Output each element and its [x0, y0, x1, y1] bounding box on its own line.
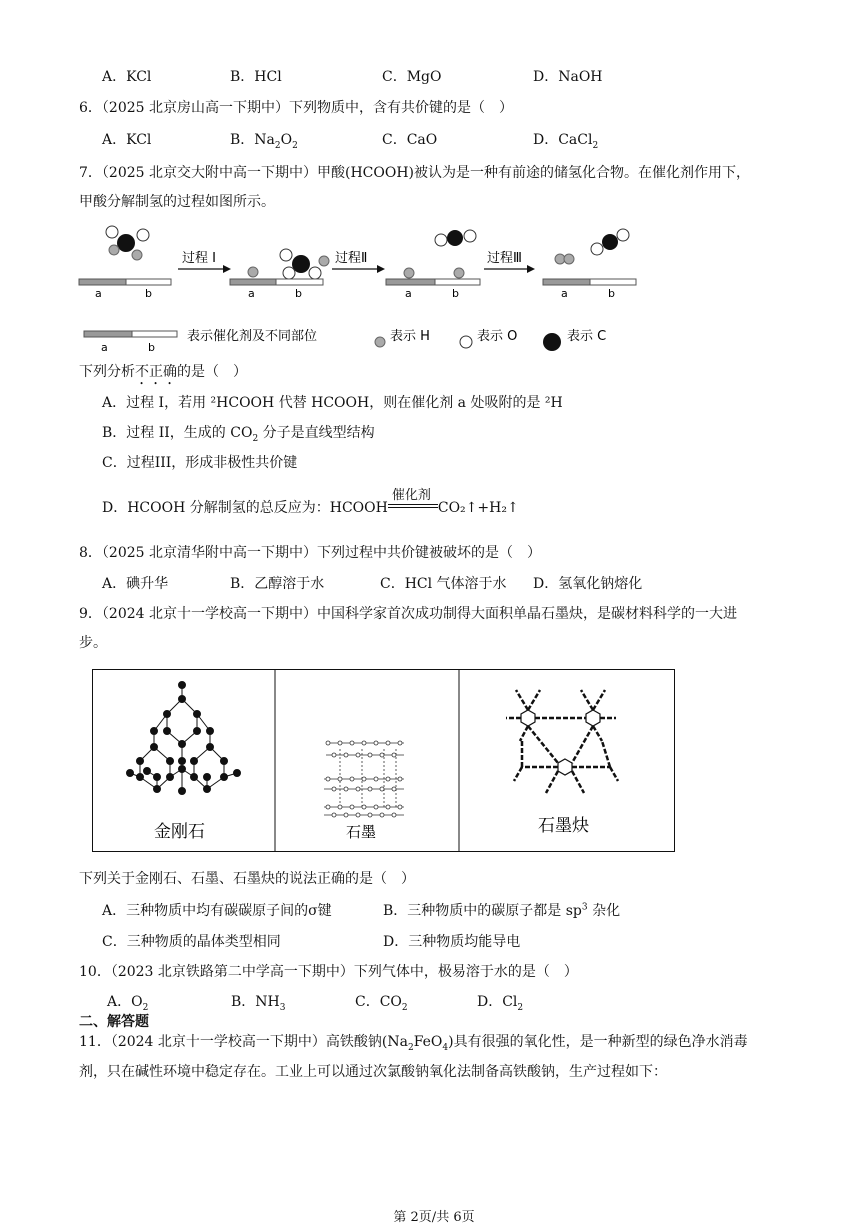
stage-4-molecules: [555, 229, 629, 264]
catalyst-3-label-b: b: [452, 287, 459, 300]
q9-option-a: A．三种物质中均有碳碳原子间的σ键: [102, 903, 332, 919]
q7-stem-line2: 甲酸分解制氢的过程如图所示。: [79, 194, 275, 210]
q5-option-c: C．MgO: [382, 69, 442, 85]
q10-option-c: C．$CO_2$: [355, 994, 408, 1013]
q9-carbon-structures-figure: [92, 669, 676, 853]
q7-option-b: B．过程 II，生成的 $CO_2$ 分子是直线型结构: [102, 425, 375, 444]
q7-stem-line1: 7．（2025 北京交大附中高一下期中）甲酸(HCOOH)被认为是一种有前途的储氢化合物。在催化剂作用下，: [79, 165, 750, 181]
arrow-2-icon: [377, 265, 385, 273]
legend-o-icon: [460, 336, 472, 348]
q7-option-c: C．过程III，形成非极性共价键: [102, 455, 298, 471]
q7-process-diagram: [75, 215, 675, 355]
q6-stem: 6．（2025 北京房山高一下期中）下列物质中，含有共价键的是（ ）: [79, 100, 513, 116]
legend-label-a: a: [101, 341, 108, 354]
q9-stem-line1: 9．（2024 北京十一学校高一下期中）中国科学家首次成功制得大面积单晶石墨炔，是碳材料科学的一大进: [79, 606, 737, 622]
diamond-label: 金刚石: [154, 822, 205, 842]
q9-option-c: C．三种物质的晶体类型相同: [102, 934, 281, 950]
q8-stem: 8．（2025 北京清华附中高一下期中）下列过程中共价键被破坏的是（ ）: [79, 545, 541, 561]
q8-option-c: C．HCl 气体溶于水: [380, 576, 507, 592]
q8-option-d: D．氢氧化钠熔化: [533, 576, 643, 592]
catalyst-2: [230, 279, 323, 285]
q8-option-b: B．乙醇溶于水: [230, 576, 325, 592]
q10-option-d: D．$Cl_2$: [477, 994, 524, 1013]
legend-catalyst: [84, 331, 177, 337]
catalyst-2-label-a: a: [248, 287, 255, 300]
arrow-1-icon: [223, 265, 231, 273]
section-heading: 二、解答题: [79, 1014, 149, 1030]
stage-2-molecule: [248, 249, 329, 279]
legend-h-text: 表示 H: [390, 329, 430, 344]
catalyst-1: [79, 279, 171, 285]
q10-option-b: B．$NH_3$: [231, 994, 286, 1013]
catalyst-2-label-b: b: [295, 287, 302, 300]
arrow-3-icon: [527, 265, 535, 273]
q10-stem: 10．（2023 北京铁路第二中学高一下期中）下列气体中，极易溶于水的是（ ）: [79, 964, 578, 980]
q9-question: 下列关于金刚石、石墨、石墨炔的说法正确的是（ ）: [79, 871, 415, 887]
stage-3-molecule: [404, 230, 476, 278]
q6-option-a: A．KCl: [102, 132, 152, 148]
q5-option-a: A．KCl: [102, 69, 152, 85]
q9-option-b: B．三种物质中的碳原子都是 $sp^3$ 杂化: [383, 902, 621, 919]
page-footer: 第 2页/共 6页: [393, 1210, 475, 1225]
q6-options: [0, 129, 868, 153]
q6-option-d: D．CaCl$_2$: [533, 132, 599, 151]
graphite-label: 石墨: [346, 823, 377, 841]
q6-option-c: C．CaO: [382, 132, 438, 148]
q5-option-b: B．HCl: [230, 69, 282, 85]
legend-catalyst-text: 表示催化剂及不同部位: [187, 329, 318, 344]
legend-o-text: 表示 O: [477, 329, 518, 344]
reaction-arrow: 催化剂: [388, 501, 438, 515]
stage-1-molecule: [106, 226, 149, 260]
catalyst-4-label-a: a: [561, 287, 568, 300]
q5-options: [0, 66, 868, 90]
legend-c-text: 表示 C: [567, 329, 607, 344]
catalyst-3-label-a: a: [405, 287, 412, 300]
process-2-label: 过程Ⅱ: [335, 251, 368, 266]
q7-option-a: A．过程 I，若用 ²HCOOH 代替 HCOOH，则在催化剂 a 处吸附的是 ²H: [102, 395, 563, 411]
q9-stem-line2: 步。: [79, 635, 107, 651]
legend-label-b: b: [148, 341, 155, 354]
process-3-label: 过程Ⅲ: [487, 251, 522, 266]
catalyst-1-label-a: a: [95, 287, 102, 300]
q6-option-b: B．$Na_2O_2$: [230, 132, 298, 151]
q11-stem-line1: 11．（2024 北京十一学校高一下期中）高铁酸钠$(Na_2FeO_4)$具有很强的氧化性，是一种新型的绿色净水消毒: [79, 1034, 748, 1053]
q8-option-a: A．碘升华: [102, 576, 169, 592]
graphdiyne-label: 石墨炔: [538, 816, 589, 836]
catalyst-1-label-b: b: [145, 287, 152, 300]
catalyst-4-label-b: b: [608, 287, 615, 300]
q10-option-a: A．$O_2$: [107, 994, 149, 1013]
q9-option-d: D．三种物质均能导电: [383, 934, 521, 950]
q7-option-d: D．HCOOH 分解制氢的总反应为：HCOOH 催化剂 CO₂↑+H₂↑: [102, 488, 519, 516]
legend-h-icon: [375, 337, 385, 347]
process-1-label: 过程 I: [182, 251, 216, 266]
q11-stem-line2: 剂，只在碱性环境中稳定存在。工业上可以通过次氯酸钠氧化法制备高铁酸钠，生产过程如下：: [79, 1064, 667, 1080]
legend-c-icon: [543, 333, 561, 351]
q5-option-d: D．NaOH: [533, 69, 603, 85]
q8-options: [0, 573, 868, 597]
catalyst-3: [386, 279, 480, 285]
q7-question: 下列分析不正确的是（ ）: [79, 364, 247, 380]
catalyst-4: [543, 279, 636, 285]
